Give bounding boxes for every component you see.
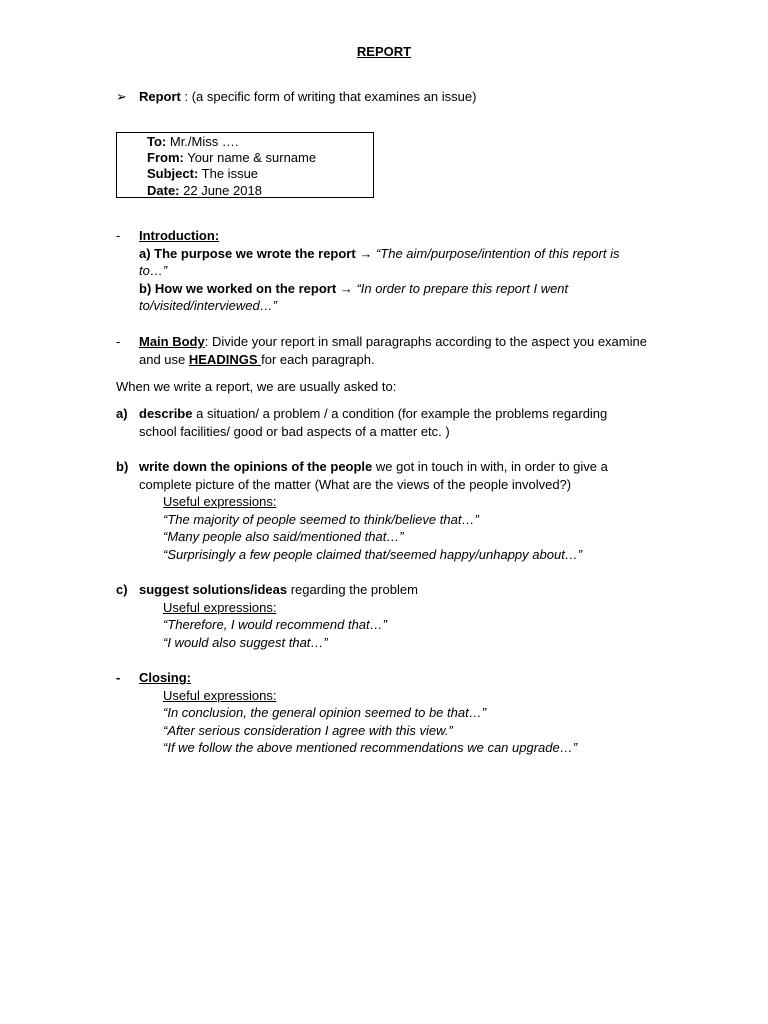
memo-from-label: From:	[147, 150, 184, 165]
intro-a-quote-cont: to…”	[139, 263, 168, 278]
item-a-marker: a)	[116, 406, 128, 421]
memo-subject-label: Subject:	[147, 166, 199, 181]
item-b-bold: write down the opinions of the people	[139, 459, 373, 474]
headings-word: HEADINGS	[188, 352, 262, 367]
item-c-quote: “I would also suggest that…”	[163, 635, 328, 650]
main-body-line1	[139, 333, 647, 350]
item-c-bold: suggest solutions/ideas	[139, 582, 288, 597]
item-b-line2: complete picture of the matter (What are the views of the people involved?)	[139, 477, 572, 492]
item-c-quote: “Therefore, I would recommend that…”	[163, 617, 387, 632]
memo-date	[147, 182, 262, 199]
item-c-text: regarding the problem	[287, 582, 418, 597]
memo-subject	[147, 165, 258, 182]
intro-a-line	[139, 245, 619, 262]
closing-quote: “If we follow the above mentioned recommendations we can upgrade…”	[163, 740, 578, 755]
memo-from-value: Your name & surname	[183, 150, 317, 165]
main-body-text-pre: and use	[139, 352, 189, 367]
item-b-quote: “The majority of people seemed to think/believe that…”	[163, 512, 479, 527]
intro-b-line	[139, 280, 568, 297]
item-c-marker: c)	[116, 582, 128, 597]
item-a-line1	[139, 405, 607, 422]
item-a-text: a situation/ a problem / a condition (for example the problems regarding	[192, 406, 608, 421]
item-b-quote: “Many people also said/mentioned that…”	[163, 529, 404, 544]
memo-to-value: Mr./Miss ….	[166, 134, 239, 149]
intro-b-quote: “In order to prepare this report I went	[356, 281, 569, 296]
main-body-dash: -	[116, 334, 121, 349]
item-c-useful-heading: Useful expressions:	[163, 600, 277, 615]
memo-subject-value: The issue	[198, 166, 259, 181]
memo-from	[147, 149, 316, 166]
intro-b-quote-cont: to/visited/interviewed…”	[139, 298, 277, 313]
item-b-line1	[139, 458, 608, 475]
item-c-line1	[139, 581, 418, 598]
closing-heading: Closing:	[139, 670, 191, 685]
memo-to-label: To:	[147, 134, 167, 149]
closing-dash: -	[116, 670, 121, 685]
intro-a-quote: “The aim/purpose/intention of this report is	[375, 246, 620, 261]
memo-to	[147, 133, 238, 150]
arrow-icon: →	[359, 246, 373, 261]
main-body-text: : Divide your report in small paragraphs according to the aspect you examine	[204, 334, 647, 349]
report-definition	[139, 88, 476, 105]
closing-useful-heading: Useful expressions:	[163, 688, 277, 703]
report-term: Report	[139, 89, 181, 104]
item-a-line2: school facilities/ good or bad aspects of a matter etc. )	[139, 424, 450, 439]
main-body-heading: Main Body	[139, 334, 205, 349]
intro-heading: Introduction:	[139, 228, 220, 243]
memo-date-value: 22 June 2018	[179, 183, 262, 198]
bullet-marker: ➢	[116, 89, 127, 104]
item-b-text: we got in touch in with, in order to give a	[372, 459, 608, 474]
memo-date-label: Date:	[147, 183, 180, 198]
report-definition-text: : (a specific form of writing that examines an issue)	[180, 89, 477, 104]
asked-to-text: When we write a report, we are usually asked to:	[116, 379, 397, 394]
page-title: REPORT	[356, 44, 412, 59]
item-b-quote: “Surprisingly a few people claimed that/seemed happy/unhappy about…”	[163, 547, 583, 562]
intro-b-label: b) How we worked on the report	[139, 281, 337, 296]
closing-quote: “After serious consideration I agree with this view.”	[163, 723, 453, 738]
intro-a-label: a) The purpose we wrote the report	[139, 246, 356, 261]
item-b-useful-heading: Useful expressions:	[163, 494, 277, 509]
main-body-text-post: for each paragraph.	[261, 352, 375, 367]
item-b-marker: b)	[116, 459, 129, 474]
closing-quote: “In conclusion, the general opinion seemed to be that…”	[163, 705, 487, 720]
main-body-line2	[139, 351, 375, 368]
intro-dash: -	[116, 228, 121, 243]
memo-box	[116, 132, 374, 198]
item-a-bold: describe	[139, 406, 193, 421]
arrow-icon: →	[339, 281, 353, 296]
